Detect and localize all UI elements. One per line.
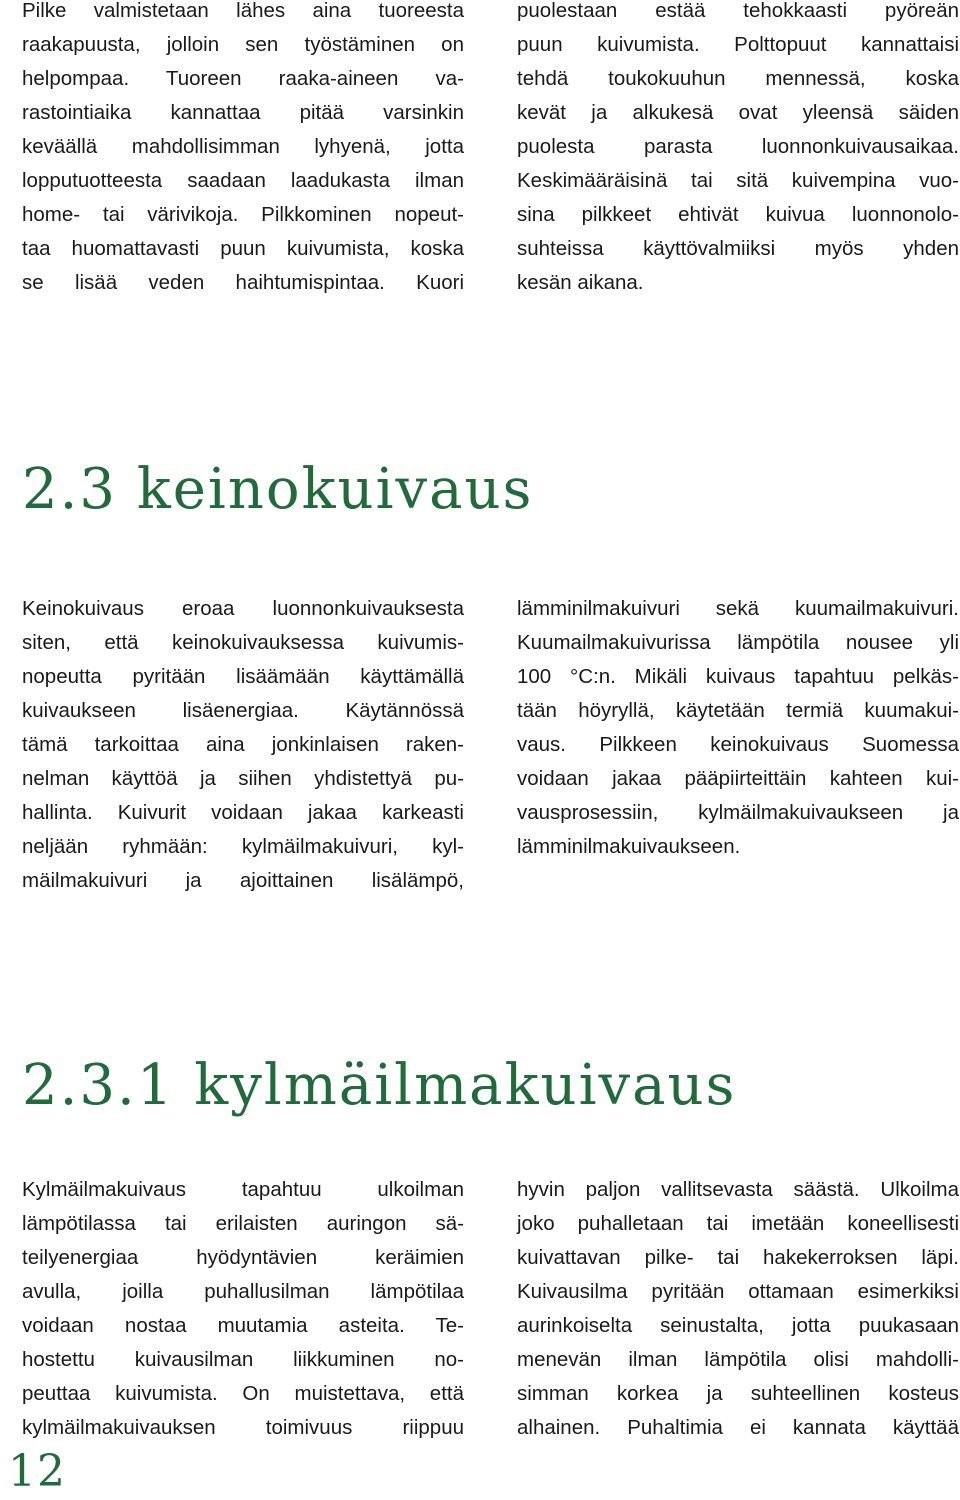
text-line: neljään ryhmään: kylmäilmakuivuri, kyl- xyxy=(22,835,464,858)
text-line: mäilmakuivuri ja ajoittainen lisälämpö, xyxy=(22,869,464,892)
text-line: voidaan nostaa muutamia asteita. Te- xyxy=(22,1314,464,1337)
text-line: raakapuusta, jolloin sen työstäminen on xyxy=(22,33,464,56)
text-line: tään höyryllä, käytetään termiä kuumakui- xyxy=(517,699,959,722)
text-line: Keskimääräisinä tai sitä kuivempina vuo- xyxy=(517,169,959,192)
text-line: taa huomattavasti puun kuivumista, koska xyxy=(22,237,464,260)
text-line: Keinokuivaus eroaa luonnonkuivauksesta xyxy=(22,597,464,620)
text-line: peuttaa kuivumista. On muistettava, että xyxy=(22,1382,464,1405)
text-line: keväällä mahdollisimman lyhyenä, jotta xyxy=(22,135,464,158)
text-line: puun kuivumista. Polttopuut kannattaisi xyxy=(517,33,959,56)
section-heading-2-3: 2.3 keinokuivaus xyxy=(22,457,534,522)
section-2-3-1-right-column xyxy=(517,1173,959,1445)
section-2-3-right-column xyxy=(517,592,959,864)
text-line: Kuumailmakuivurissa lämpötila nousee yli xyxy=(517,631,959,654)
text-line: home- tai värivikoja. Pilkkominen nopeut- xyxy=(22,203,464,226)
text-line: rastointiaika kannattaa pitää varsinkin xyxy=(22,101,464,124)
text-line: Pilke valmistetaan lähes aina tuoreesta xyxy=(22,0,464,22)
text-line: joko puhalletaan tai imetään koneellisesti xyxy=(517,1212,959,1235)
text-line: vaus. Pilkkeen keinokuivaus Suomessa xyxy=(517,733,959,756)
text-line: teilyenergiaa hyödyntävien keräimien xyxy=(22,1246,464,1269)
text-line: nopeutta pyritään lisäämään käyttämällä xyxy=(22,665,464,688)
text-line: vausprosessiin, kylmäilmakuivaukseen ja xyxy=(517,801,959,824)
text-line: hyvin paljon vallitsevasta säästä. Ulkoilma xyxy=(517,1178,959,1201)
text-line: tämä tarkoittaa aina jonkinlaisen raken- xyxy=(22,733,464,756)
text-line: lämpötilassa tai erilaisten auringon sä- xyxy=(22,1212,464,1235)
section-2-3-left-column xyxy=(22,592,464,898)
text-line: kylmäilmakuivauksen toimivuus riippuu xyxy=(22,1416,464,1439)
text-line: puolestaan estää tehokkaasti pyöreän xyxy=(517,0,959,22)
text-line: lämminilmakuivuri sekä kuumailmakuivuri. xyxy=(517,597,959,620)
text-line: avulla, joilla puhallusilman lämpötilaa xyxy=(22,1280,464,1303)
text-line: puolesta parasta luonnonkuivausaikaa. xyxy=(517,135,959,158)
text-line: hostettu kuivausilman liikkuminen no- xyxy=(22,1348,464,1371)
text-line: alhainen. Puhaltimia ei kannata käyttää xyxy=(517,1416,959,1439)
text-line: kuivaukseen lisäenergiaa. Käytännössä xyxy=(22,699,464,722)
text-line: sina pilkkeet ehtivät kuivua luonnonolo- xyxy=(517,203,959,226)
top-right-column xyxy=(517,0,959,300)
text-line: siten, että keinokuivauksessa kuivumis- xyxy=(22,631,464,654)
text-line: lopputuotteesta saadaan laadukasta ilman xyxy=(22,169,464,192)
section-heading-2-3-1: 2.3.1 kylmäilmakuivaus xyxy=(22,1053,737,1118)
text-line: hallinta. Kuivurit voidaan jakaa karkeasti xyxy=(22,801,464,824)
text-line: tehdä toukokuuhun mennessä, koska xyxy=(517,67,959,90)
text-line: suhteissa käyttövalmiiksi myös yhden xyxy=(517,237,959,260)
top-left-column xyxy=(22,0,464,300)
text-line: Kuivausilma pyritään ottamaan esimerkiksi xyxy=(517,1280,959,1303)
text-line: voidaan jakaa pääpiirteittäin kahteen kui- xyxy=(517,767,959,790)
text-line: kesän aikana. xyxy=(517,271,644,294)
text-line: kevät ja alkukesä ovat yleensä säiden xyxy=(517,101,959,124)
text-line: 100 °C:n. Mikäli kuivaus tapahtuu pelkäs- xyxy=(517,665,959,688)
text-line: helpompaa. Tuoreen raaka-aineen va- xyxy=(22,67,464,90)
text-line: lämminilmakuivaukseen. xyxy=(517,835,741,858)
section-2-3-1-left-column xyxy=(22,1173,464,1445)
text-line: Kylmäilmakuivaus tapahtuu ulkoilman xyxy=(22,1178,464,1201)
text-line: nelman käyttöä ja siihen yhdistettyä pu- xyxy=(22,767,464,790)
text-line: simman korkea ja suhteellinen kosteus xyxy=(517,1382,959,1405)
text-line: menevän ilman lämpötila olisi mahdolli- xyxy=(517,1348,959,1371)
text-line: se lisää veden haihtumispintaa. Kuori xyxy=(22,271,464,294)
page-number: 12 xyxy=(8,1446,66,1497)
text-line: aurinkoiselta seinustalta, jotta puukasaan xyxy=(517,1314,959,1337)
text-line: kuivattavan pilke- tai hakekerroksen läpi. xyxy=(517,1246,959,1269)
